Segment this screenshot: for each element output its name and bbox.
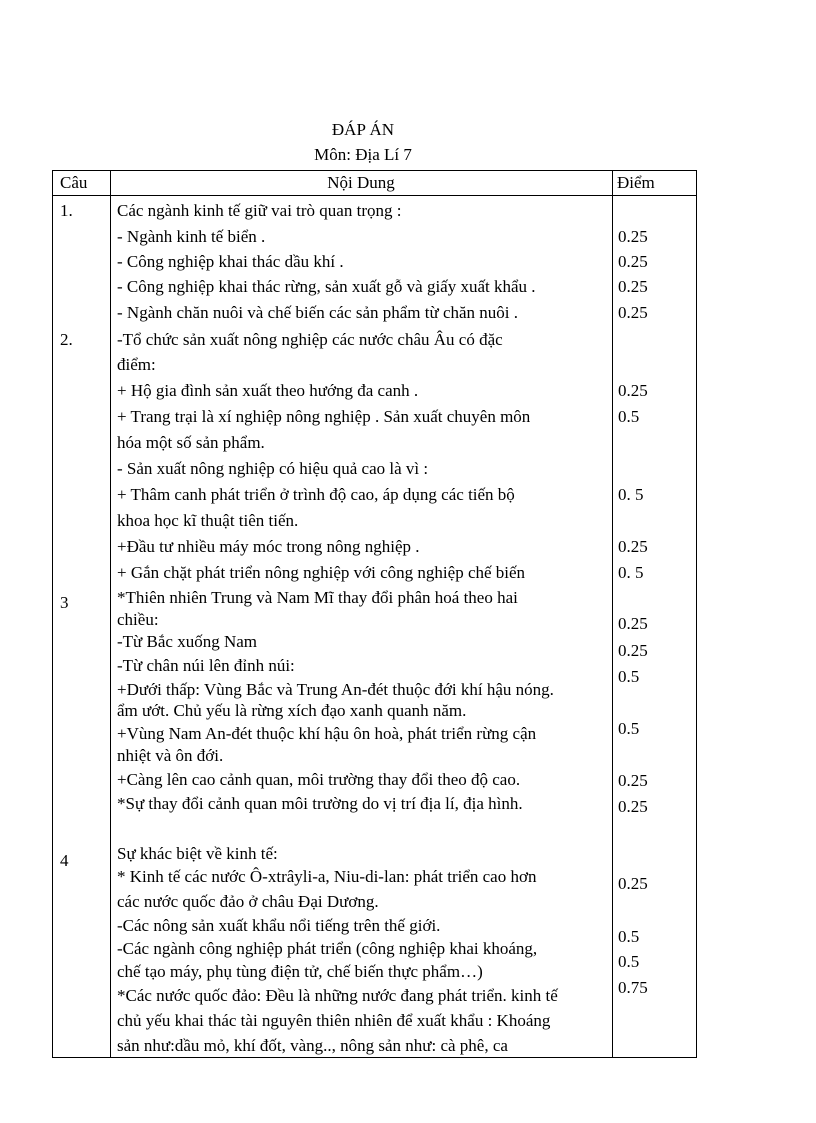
table-border-left — [52, 170, 53, 1058]
cau-number: 1. — [60, 201, 73, 220]
table-col-divider-1 — [110, 170, 111, 1058]
score-value: 0.25 — [618, 227, 648, 246]
content-line: -Từ chân núi lên đỉnh núi: — [117, 656, 295, 675]
score-value: 0.5 — [618, 667, 640, 686]
content-line: +Đầu tư nhiều máy móc trong nông nghiệp . — [117, 537, 420, 556]
content-line: - Sản xuất nông nghiệp có hiệu quả cao là vì : — [117, 459, 429, 478]
score-value: 0.25 — [618, 277, 648, 296]
cau-number: 3 — [60, 593, 69, 612]
table-border-bottom — [52, 1057, 697, 1058]
content-line: *Các nước quốc đảo: Đều là những nước đang phát triển. kinh tế — [117, 986, 558, 1005]
content-line: - Công nghiệp khai thác rừng, sản xuất gỗ và giấy xuất khẩu . — [117, 277, 536, 296]
content-line: - Công nghiệp khai thác dầu khí . — [117, 252, 344, 271]
content-line: - Ngành chăn nuôi và chế biến các sản phẩm từ chăn nuôi . — [117, 303, 519, 322]
score-value: 0.25 — [618, 874, 648, 893]
table-border-top — [52, 170, 697, 171]
content-line: chế tạo máy, phụ tùng điện tử, chế biến thực phẩm…) — [117, 962, 483, 981]
score-value: 0.25 — [618, 381, 648, 400]
content-line: + Trang trại là xí nghiệp nông nghiệp . Sản xuất chuyên môn — [117, 407, 531, 426]
content-line: - Ngành kinh tế biển . — [117, 227, 266, 246]
score-value: 0. 5 — [618, 563, 644, 582]
document-subtitle: Môn: Địa Lí 7 — [314, 145, 412, 164]
content-line: *Sự thay đổi cảnh quan môi trường do vị trí địa lí, địa hình. — [117, 794, 523, 813]
content-line: -Các ngành công nghiệp phát triển (công nghiệp khai khoáng, — [117, 939, 538, 958]
content-line: chiều: — [117, 610, 159, 629]
score-value: 0.25 — [618, 771, 648, 790]
content-line: Sự khác biệt về kinh tế: — [117, 844, 278, 863]
header-cau: Câu — [60, 173, 88, 192]
score-value: 0.25 — [618, 537, 648, 556]
content-line: +Dưới thấp: Vùng Bắc và Trung An-đét thuộc đới khí hậu nóng. — [117, 680, 554, 699]
content-line: điểm: — [117, 355, 156, 374]
content-line: + Thâm canh phát triển ở trình độ cao, áp dụng các tiến bộ — [117, 485, 515, 504]
content-line: chủ yếu khai thác tài nguyên thiên nhiên để xuất khẩu : Khoáng — [117, 1011, 551, 1030]
content-line: +Càng lên cao cảnh quan, môi trường thay đổi theo độ cao. — [117, 770, 521, 789]
score-value: 0.75 — [618, 978, 648, 997]
score-value: 0.5 — [618, 407, 640, 426]
content-line: * Kinh tế các nước Ô-xtrâyli-a, Niu-di-lan: phát triển cao hơn — [117, 867, 537, 886]
table-col-divider-2 — [612, 170, 613, 1058]
content-line: *Thiên nhiên Trung và Nam Mĩ thay đổi phân hoá theo hai — [117, 588, 518, 607]
content-line: khoa học kĩ thuật tiên tiến. — [117, 511, 299, 530]
content-line: sản như:dầu mỏ, khí đốt, vàng.., nông sản như: cà phê, ca — [117, 1036, 508, 1055]
score-value: 0. 5 — [618, 485, 644, 504]
document-title: ĐÁP ÁN — [331, 120, 395, 139]
header-diem: Điểm — [617, 173, 655, 192]
content-line: +Vùng Nam An-đét thuộc khí hậu ôn hoà, phát triển rừng cận — [117, 724, 537, 743]
content-line: + Hộ gia đình sản xuất theo hướng đa canh . — [117, 381, 419, 400]
cau-number: 4 — [60, 851, 69, 870]
content-line: -Từ Bắc xuống Nam — [117, 632, 257, 651]
content-line: ẩm ướt. Chủ yếu là rừng xích đạo xanh quanh năm. — [117, 701, 467, 720]
score-value: 0.5 — [618, 927, 640, 946]
content-line: hóa một số sản phẩm. — [117, 433, 265, 452]
score-value: 0.25 — [618, 252, 648, 271]
score-value: 0.25 — [618, 614, 648, 633]
score-value: 0.25 — [618, 641, 648, 660]
score-value: 0.25 — [618, 303, 648, 322]
content-line: Các ngành kinh tế giữ vai trò quan trọng : — [117, 201, 402, 220]
header-noi-dung: Nội Dung — [327, 173, 395, 192]
content-line: + Gắn chặt phát triển nông nghiệp với công nghiệp chế biến — [117, 563, 526, 582]
content-line: nhiệt và ôn đới. — [117, 746, 224, 765]
content-line: các nước quốc đảo ở châu Đại Dương. — [117, 892, 379, 911]
content-line: -Các nông sản xuất khẩu nổi tiếng trên thế giới. — [117, 916, 441, 935]
table-border-right — [696, 170, 697, 1058]
score-value: 0.5 — [618, 719, 640, 738]
cau-number: 2. — [60, 330, 73, 349]
table-header-divider — [52, 195, 697, 196]
score-value: 0.5 — [618, 952, 640, 971]
content-line: -Tổ chức sản xuất nông nghiệp các nước châu Âu có đặc — [117, 330, 503, 349]
score-value: 0.25 — [618, 797, 648, 816]
